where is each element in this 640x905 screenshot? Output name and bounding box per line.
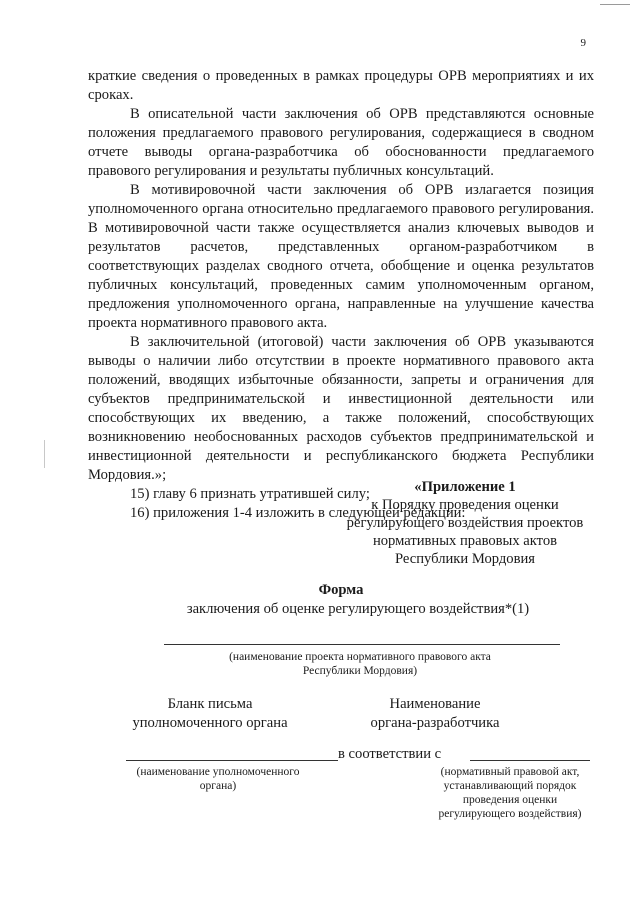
act-name-caption	[170, 650, 550, 678]
act-caption-line-1: (наименование проекта нормативного правового акта	[229, 651, 491, 663]
authorized-caption-line-1: (наименование уполномоченного	[136, 766, 300, 778]
in-accordance-text: в соответствии с	[338, 746, 442, 762]
act-req-line-2: устанавливающий порядок	[443, 780, 577, 792]
document-body	[88, 67, 594, 523]
letterhead-line-2: уполномоченного органа	[132, 715, 288, 731]
paragraph-1: краткие сведения о проведенных в рамках процедуры ОРВ мероприятиях и их сроках.	[88, 68, 594, 103]
paragraph-5: 15) главу 6 признать утратившей силу;	[130, 486, 370, 502]
letterhead-line-1: Бланк письма	[167, 696, 253, 712]
act-req-line-1: (нормативный правовой акт,	[440, 766, 580, 778]
authorized-body-caption	[118, 765, 318, 793]
paragraph-3: В мотивировочной части заключения об ОРВ излагается позиция уполномоченного органа относительно предлагаемого правового регулирования. В мотивировочной части также осуществляется анализ ключевых выводов и результатов расчетов, представленных органом-разработчиком в соответствующих разделах сводного отчета, обобщение и оценка результатов публичных консультаций, проведенных самим уполномоченным органом, предложения уполномоченного органа, направленные на улучшение качества проекта нормативного правового акта.	[88, 182, 594, 331]
developer-line-1: Наименование	[389, 696, 481, 712]
act-caption-line-2: Республики Мордовия)	[302, 665, 418, 677]
form-title: Форма	[318, 582, 364, 598]
paragraph-6: 16) приложения 1-4 изложить в следующей редакции:	[130, 505, 466, 521]
paragraph-4: В заключительной (итоговой) части заключения об ОРВ указываются выводы о наличии либо отсутствии в проекте нормативного правового акта положений, вводящих избыточные обязанности, запреты и ограничения для субъектов предпринимательской и инвестиционной деятельности или способствующих их введению, а также положений, способствующих возникновению необоснованных расходов субъектов предпринимательской и инвестиционной деятельности и республиканского бюджета Республики Мордовия.»;	[88, 334, 594, 483]
paragraph-2: В описательной части заключения об ОРВ представляются основные положения предлагаемого правового регулирования, содержащиеся в сводном отчете выводы органа-разработчика об обоснованности предлагаемого правового регулирования и результаты публичных консультаций.	[88, 106, 594, 179]
scan-edge-mark	[44, 440, 45, 468]
appendix-line-4: Республики Мордовия	[394, 551, 535, 567]
appendix-title: «Приложение 1	[414, 479, 516, 495]
letterhead-block	[110, 695, 310, 733]
act-name-line	[164, 644, 560, 645]
developer-line-2: органа-разработчика	[370, 715, 500, 731]
appendix-line-1: к Порядку проведения оценки	[371, 497, 559, 513]
act-req-line-3: проведения оценки	[462, 794, 558, 806]
appendix-line-3: нормативных правовых актов	[372, 533, 558, 549]
authorized-caption-line-2: органа)	[199, 780, 237, 792]
normative-act-caption	[420, 765, 600, 821]
corner-mark	[600, 4, 630, 5]
normative-act-line	[470, 760, 590, 761]
act-req-line-4: регулирующего воздействия)	[438, 808, 582, 820]
page-number: 9	[580, 37, 586, 49]
form-subtitle: заключения об оценке регулирующего воздействия*(1)	[186, 601, 530, 617]
appendix-block	[334, 478, 596, 568]
authorized-body-line	[126, 760, 338, 761]
developer-block	[340, 695, 530, 733]
appendix-line-2: регулирующего воздействия проектов	[346, 515, 584, 531]
